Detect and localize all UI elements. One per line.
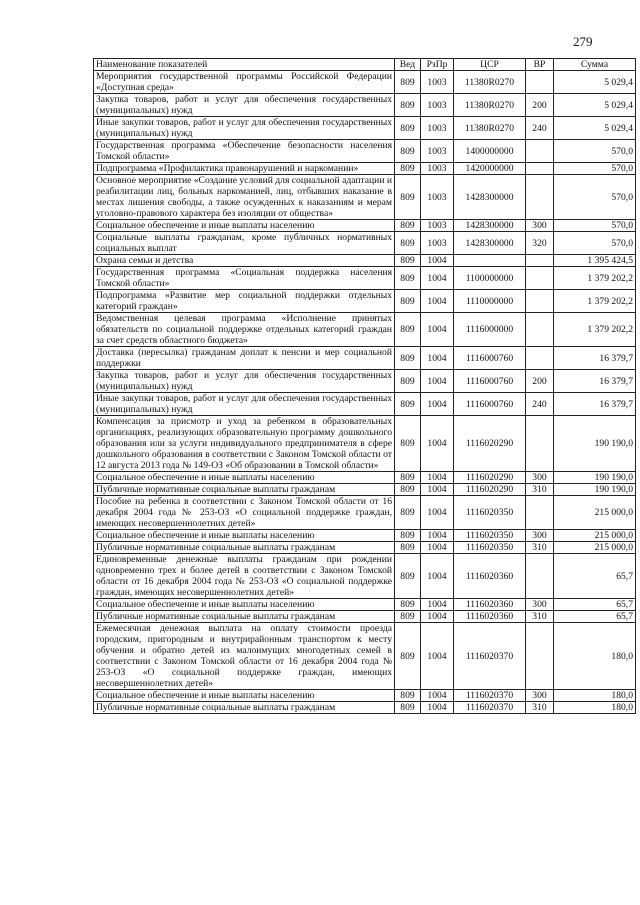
table-row bbox=[94, 472, 636, 484]
row-name: Социальное обеспечение и иные выплаты населению bbox=[94, 599, 395, 611]
row-rzpr: 1003 bbox=[421, 117, 454, 140]
row-rzpr: 1004 bbox=[421, 267, 454, 290]
row-ved: 809 bbox=[395, 71, 421, 94]
table-row bbox=[94, 623, 636, 690]
row-name: Пособие на ребенка в соответствии с Законом Томской области от 16 декабря 2004 года № 253-ОЗ «О социальной поддержке граждан, имеющих несовершеннолетних детей» bbox=[94, 496, 395, 530]
row-ved: 809 bbox=[395, 530, 421, 542]
row-vr: 300 bbox=[526, 690, 554, 702]
row-csr: 1428300000 bbox=[454, 175, 526, 220]
row-name: Государственная программа «Социальная поддержка населения Томской области» bbox=[94, 267, 395, 290]
row-rzpr: 1003 bbox=[421, 163, 454, 175]
row-csr: 1116020290 bbox=[454, 416, 526, 472]
row-vr bbox=[526, 347, 554, 370]
table-row bbox=[94, 370, 636, 393]
row-sum: 570,0 bbox=[554, 220, 636, 232]
row-sum: 180,0 bbox=[554, 690, 636, 702]
row-name: Ежемесячная денежная выплата на оплату стоимости проезда городским, пригородным и внутрирайонным транспортом к месту обучения и обратно детей из малоимущих многодетных семей в соответствии с Законом Томской области от 16 декабря 2004 года № 253-ОЗ «О социальной поддержке граждан, имеющих несовершеннолетних детей» bbox=[94, 623, 395, 690]
row-rzpr: 1004 bbox=[421, 255, 454, 267]
row-vr bbox=[526, 623, 554, 690]
table-row bbox=[94, 702, 636, 714]
row-vr bbox=[526, 71, 554, 94]
row-rzpr: 1003 bbox=[421, 232, 454, 255]
row-ved: 809 bbox=[395, 416, 421, 472]
row-csr: 1116000760 bbox=[454, 370, 526, 393]
row-name: Доставка (пересылка) гражданам доплат к пенсии и мер социальной поддержки bbox=[94, 347, 395, 370]
budget-table bbox=[93, 58, 636, 714]
row-name: Иные закупки товаров, работ и услуг для обеспечения государственных (муниципальных) нужд bbox=[94, 117, 395, 140]
row-sum: 1 379 202,2 bbox=[554, 313, 636, 347]
row-vr: 310 bbox=[526, 702, 554, 714]
row-csr: 1116020350 bbox=[454, 542, 526, 554]
row-ved: 809 bbox=[395, 472, 421, 484]
row-rzpr: 1003 bbox=[421, 71, 454, 94]
row-vr bbox=[526, 496, 554, 530]
row-name: Закупка товаров, работ и услуг для обеспечения государственных (муниципальных) нужд bbox=[94, 370, 395, 393]
row-ved: 809 bbox=[395, 255, 421, 267]
row-vr bbox=[526, 416, 554, 472]
table-row bbox=[94, 393, 636, 416]
row-ved: 809 bbox=[395, 484, 421, 496]
row-name: Мероприятия государственной программы Российской Федерации «Доступная среда» bbox=[94, 71, 395, 94]
row-name: Иные закупки товаров, работ и услуг для обеспечения государственных (муниципальных) нужд bbox=[94, 393, 395, 416]
row-ved: 809 bbox=[395, 393, 421, 416]
row-csr: 11380R0270 bbox=[454, 71, 526, 94]
table-row bbox=[94, 117, 636, 140]
row-ved: 809 bbox=[395, 623, 421, 690]
row-csr: 11380R0270 bbox=[454, 117, 526, 140]
row-rzpr: 1003 bbox=[421, 140, 454, 163]
row-sum: 16 379,7 bbox=[554, 370, 636, 393]
row-name: Основное мероприятие «Создание условий для социальной адаптации и реабилитации лиц, больных наркоманией, лиц, отбывших наказание в местах лишения свободы, а также осужденных к наказаниям и мерам уголовно-правового характера без изоляции от общества» bbox=[94, 175, 395, 220]
row-sum: 570,0 bbox=[554, 232, 636, 255]
row-csr: 1116020370 bbox=[454, 690, 526, 702]
row-rzpr: 1004 bbox=[421, 623, 454, 690]
table-row bbox=[94, 484, 636, 496]
table-row bbox=[94, 554, 636, 599]
row-csr: 1116000000 bbox=[454, 313, 526, 347]
row-sum: 570,0 bbox=[554, 140, 636, 163]
row-ved: 809 bbox=[395, 702, 421, 714]
table-row bbox=[94, 175, 636, 220]
row-sum: 180,0 bbox=[554, 623, 636, 690]
row-rzpr: 1004 bbox=[421, 496, 454, 530]
row-sum: 190 190,0 bbox=[554, 484, 636, 496]
row-csr: 1116000760 bbox=[454, 393, 526, 416]
row-name: Социальное обеспечение и иные выплаты населению bbox=[94, 690, 395, 702]
row-csr: 1428300000 bbox=[454, 220, 526, 232]
header-vr: ВР bbox=[526, 59, 554, 71]
row-rzpr: 1004 bbox=[421, 347, 454, 370]
row-vr: 240 bbox=[526, 117, 554, 140]
row-csr: 11380R0270 bbox=[454, 94, 526, 117]
row-rzpr: 1004 bbox=[421, 530, 454, 542]
row-vr bbox=[526, 255, 554, 267]
row-name: Единовременные денежные выплаты гражданам при рождении одновременно трех и более детей в соответствии с Законом Томской области от 16 декабря 2004 года № 253-ОЗ «О социальной поддержке граждан, имеющих несовершеннолетних детей» bbox=[94, 554, 395, 599]
row-vr bbox=[526, 267, 554, 290]
row-vr: 310 bbox=[526, 484, 554, 496]
row-csr: 1116020370 bbox=[454, 702, 526, 714]
row-sum: 1 395 424,5 bbox=[554, 255, 636, 267]
row-vr: 300 bbox=[526, 220, 554, 232]
header-name: Наименование показателей bbox=[94, 59, 395, 71]
row-csr: 1420000000 bbox=[454, 163, 526, 175]
row-name: Публичные нормативные социальные выплаты гражданам bbox=[94, 542, 395, 554]
row-vr: 200 bbox=[526, 370, 554, 393]
row-sum: 16 379,7 bbox=[554, 347, 636, 370]
table-row bbox=[94, 163, 636, 175]
row-sum: 1 379 202,2 bbox=[554, 290, 636, 313]
row-sum: 570,0 bbox=[554, 163, 636, 175]
header-ved: Вед bbox=[395, 59, 421, 71]
row-csr: 1116020360 bbox=[454, 599, 526, 611]
row-sum: 65,7 bbox=[554, 554, 636, 599]
row-vr: 240 bbox=[526, 393, 554, 416]
row-csr: 1100000000 bbox=[454, 267, 526, 290]
table-row bbox=[94, 232, 636, 255]
row-rzpr: 1004 bbox=[421, 611, 454, 623]
row-ved: 809 bbox=[395, 611, 421, 623]
row-rzpr: 1004 bbox=[421, 484, 454, 496]
row-rzpr: 1004 bbox=[421, 472, 454, 484]
row-csr: 1116020370 bbox=[454, 623, 526, 690]
row-name: Закупка товаров, работ и услуг для обеспечения государственных (муниципальных) нужд bbox=[94, 94, 395, 117]
table-row bbox=[94, 313, 636, 347]
row-sum: 570,0 bbox=[554, 175, 636, 220]
row-ved: 809 bbox=[395, 175, 421, 220]
row-name: Социальное обеспечение и иные выплаты населению bbox=[94, 530, 395, 542]
row-sum: 65,7 bbox=[554, 599, 636, 611]
row-name: Государственная программа «Обеспечение безопасности населения Томской области» bbox=[94, 140, 395, 163]
row-rzpr: 1004 bbox=[421, 393, 454, 416]
row-rzpr: 1004 bbox=[421, 370, 454, 393]
row-name: Публичные нормативные социальные выплаты гражданам bbox=[94, 611, 395, 623]
row-rzpr: 1004 bbox=[421, 599, 454, 611]
row-ved: 809 bbox=[395, 313, 421, 347]
table-header-row bbox=[94, 59, 636, 71]
row-ved: 809 bbox=[395, 220, 421, 232]
row-ved: 809 bbox=[395, 140, 421, 163]
row-ved: 809 bbox=[395, 267, 421, 290]
row-csr: 1116020290 bbox=[454, 484, 526, 496]
row-vr bbox=[526, 140, 554, 163]
row-ved: 809 bbox=[395, 117, 421, 140]
table-row bbox=[94, 94, 636, 117]
table-row bbox=[94, 140, 636, 163]
row-sum: 190 190,0 bbox=[554, 416, 636, 472]
table-row bbox=[94, 416, 636, 472]
table-row bbox=[94, 267, 636, 290]
row-ved: 809 bbox=[395, 370, 421, 393]
row-csr: 1116020350 bbox=[454, 530, 526, 542]
row-name: Компенсация за присмотр и уход за ребенком в образовательных организациях, реализующих образовательную программу дошкольного образования или за услуги индивидуального предпринимателя в сфере дошкольного образования в соответствии с Законом Томской области от 12 августа 2013 года № 149-ОЗ «Об образовании в Томской области» bbox=[94, 416, 395, 472]
header-csr: ЦСР bbox=[454, 59, 526, 71]
row-csr bbox=[454, 255, 526, 267]
table-row bbox=[94, 220, 636, 232]
table-row bbox=[94, 71, 636, 94]
row-ved: 809 bbox=[395, 599, 421, 611]
row-ved: 809 bbox=[395, 232, 421, 255]
row-sum: 5 029,4 bbox=[554, 94, 636, 117]
row-name: Публичные нормативные социальные выплаты гражданам bbox=[94, 484, 395, 496]
row-name: Публичные нормативные социальные выплаты гражданам bbox=[94, 702, 395, 714]
row-rzpr: 1004 bbox=[421, 542, 454, 554]
row-name: Социальное обеспечение и иные выплаты населению bbox=[94, 220, 395, 232]
row-vr bbox=[526, 175, 554, 220]
row-sum: 5 029,4 bbox=[554, 117, 636, 140]
row-sum: 180,0 bbox=[554, 702, 636, 714]
row-name: Подпрограмма «Профилактика правонарушений и наркомании» bbox=[94, 163, 395, 175]
row-rzpr: 1004 bbox=[421, 290, 454, 313]
table-row bbox=[94, 347, 636, 370]
row-ved: 809 bbox=[395, 347, 421, 370]
row-vr bbox=[526, 290, 554, 313]
row-vr: 300 bbox=[526, 530, 554, 542]
row-vr bbox=[526, 554, 554, 599]
row-rzpr: 1004 bbox=[421, 702, 454, 714]
table-row bbox=[94, 290, 636, 313]
table-row bbox=[94, 690, 636, 702]
row-rzpr: 1003 bbox=[421, 220, 454, 232]
row-name: Охрана семьи и детства bbox=[94, 255, 395, 267]
row-rzpr: 1003 bbox=[421, 175, 454, 220]
row-rzpr: 1004 bbox=[421, 416, 454, 472]
row-name: Подпрограмма «Развитие мер социальной поддержки отдельных категорий граждан» bbox=[94, 290, 395, 313]
row-vr bbox=[526, 163, 554, 175]
row-csr: 1116020350 bbox=[454, 496, 526, 530]
table-row bbox=[94, 599, 636, 611]
row-csr: 1428300000 bbox=[454, 232, 526, 255]
row-vr: 300 bbox=[526, 599, 554, 611]
row-ved: 809 bbox=[395, 496, 421, 530]
row-rzpr: 1003 bbox=[421, 94, 454, 117]
row-sum: 5 029,4 bbox=[554, 71, 636, 94]
table-row bbox=[94, 255, 636, 267]
row-rzpr: 1004 bbox=[421, 554, 454, 599]
row-csr: 1110000000 bbox=[454, 290, 526, 313]
row-name: Социальное обеспечение и иные выплаты населению bbox=[94, 472, 395, 484]
row-ved: 809 bbox=[395, 94, 421, 117]
row-csr: 1116020360 bbox=[454, 554, 526, 599]
row-sum: 215 000,0 bbox=[554, 530, 636, 542]
row-vr: 300 bbox=[526, 472, 554, 484]
row-rzpr: 1004 bbox=[421, 690, 454, 702]
row-rzpr: 1004 bbox=[421, 313, 454, 347]
header-sum: Сумма bbox=[554, 59, 636, 71]
row-vr: 200 bbox=[526, 94, 554, 117]
page-number: 279 bbox=[573, 34, 593, 49]
row-csr: 1400000000 bbox=[454, 140, 526, 163]
row-ved: 809 bbox=[395, 542, 421, 554]
row-sum: 16 379,7 bbox=[554, 393, 636, 416]
table-row bbox=[94, 496, 636, 530]
header-rzpr: РзПр bbox=[421, 59, 454, 71]
row-csr: 1116000760 bbox=[454, 347, 526, 370]
row-vr: 320 bbox=[526, 232, 554, 255]
row-name: Ведомственная целевая программа «Исполнение принятых обязательств по социальной поддержке отдельных категорий граждан за счет средств областного бюджета» bbox=[94, 313, 395, 347]
table-row bbox=[94, 611, 636, 623]
row-ved: 809 bbox=[395, 690, 421, 702]
row-ved: 809 bbox=[395, 163, 421, 175]
row-sum: 215 000,0 bbox=[554, 496, 636, 530]
row-sum: 65,7 bbox=[554, 611, 636, 623]
table-row bbox=[94, 542, 636, 554]
table-row bbox=[94, 530, 636, 542]
row-vr bbox=[526, 313, 554, 347]
row-ved: 809 bbox=[395, 554, 421, 599]
row-sum: 190 190,0 bbox=[554, 472, 636, 484]
row-sum: 1 379 202,2 bbox=[554, 267, 636, 290]
row-csr: 1116020290 bbox=[454, 472, 526, 484]
row-vr: 310 bbox=[526, 542, 554, 554]
row-vr: 310 bbox=[526, 611, 554, 623]
row-ved: 809 bbox=[395, 290, 421, 313]
table-body bbox=[94, 71, 636, 714]
row-sum: 215 000,0 bbox=[554, 542, 636, 554]
row-csr: 1116020360 bbox=[454, 611, 526, 623]
row-name: Социальные выплаты гражданам, кроме публичных нормативных социальных выплат bbox=[94, 232, 395, 255]
